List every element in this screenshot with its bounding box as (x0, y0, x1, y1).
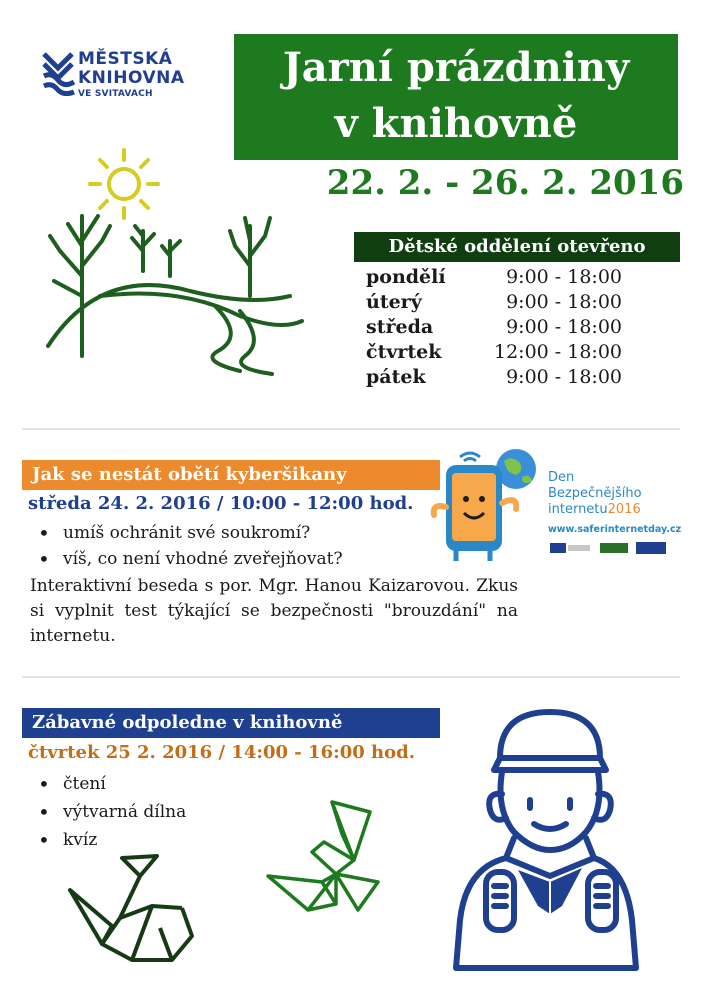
hours-time: 9:00 - 18:00 (506, 366, 622, 388)
list-item: • víš, co není vhodné zveřejňovat? (30, 546, 343, 572)
list-item: • umíš ochránit své soukromí? (30, 520, 343, 546)
cyber-description: Interaktivní beseda s por. Mgr. Hanou Kaizarovou. Zkus si vyplnit test týkající se bezpečnosti "brouzdání" na internetu. (30, 576, 518, 646)
sid-line-3-text: internetu (548, 502, 608, 517)
trees-hills (48, 216, 302, 374)
list-item: • čtení (30, 770, 186, 798)
sid-url-link[interactable]: www.saferinternetday.cz (548, 524, 682, 535)
logo-line-3: VE SVITAVACH (78, 89, 153, 99)
fun-heading: Zábavné odpoledne v knihovně (22, 708, 440, 738)
sid-line-2: Bezpečnějšího (548, 486, 642, 501)
hours-heading: Dětské oddělení otevřeno (354, 232, 680, 262)
title-line-1: Jarní prázdniny (282, 44, 630, 91)
divider (22, 428, 680, 430)
hours-time: 12:00 - 18:00 (493, 341, 622, 363)
list-item: • kvíz (30, 826, 186, 854)
safer-internet-day-logo (548, 470, 688, 535)
hours-time: 9:00 - 18:00 (506, 291, 622, 313)
fun-datetime: čtvrtek 25 2. 2016 / 14:00 - 16:00 hod. (28, 742, 415, 763)
list-item: • výtvarná dílna (30, 798, 186, 826)
hours-row (366, 366, 636, 391)
library-logo (42, 46, 222, 106)
divider (22, 676, 680, 678)
sid-line-3 (548, 502, 688, 518)
origami-butterfly-icon (262, 798, 382, 924)
hours-day: pátek (366, 366, 426, 388)
partner-logos (550, 541, 670, 555)
title-line-2: v knihovně (334, 100, 578, 147)
cyber-heading: Jak se nestát obětí kyberšikany (22, 460, 440, 490)
librarian-figure-icon (446, 700, 642, 978)
cyber-datetime: středa 24. 2. 2016 / 10:00 - 12:00 hod. (28, 493, 414, 514)
hours-time: 9:00 - 18:00 (506, 266, 622, 288)
date-range: 22. 2. - 26. 2. 2016 (326, 163, 684, 203)
library-logo-icon (42, 50, 76, 96)
phone-mascot-illustration (426, 443, 544, 563)
hours-row (366, 316, 636, 341)
hours-time: 9:00 - 18:00 (506, 316, 622, 338)
hours-day: pondělí (366, 266, 446, 288)
cyber-bullet-list (30, 520, 343, 572)
hours-row (366, 266, 636, 291)
logo-line-2: KNIHOVNA (78, 68, 185, 88)
sun-icon (90, 150, 158, 218)
origami-swan-icon (62, 848, 212, 966)
title-banner (234, 34, 678, 160)
fun-bullet-list (30, 770, 186, 854)
sid-year: 2016 (607, 502, 641, 517)
sid-line-1: Den (548, 470, 575, 485)
hours-day: úterý (366, 291, 422, 313)
hours-day: čtvrtek (366, 341, 442, 363)
landscape-illustration (40, 146, 310, 376)
hours-row (366, 291, 636, 316)
hours-row (366, 341, 636, 366)
hours-day: středa (366, 316, 434, 338)
logo-line-1: MĚSTSKÁ (78, 49, 173, 69)
